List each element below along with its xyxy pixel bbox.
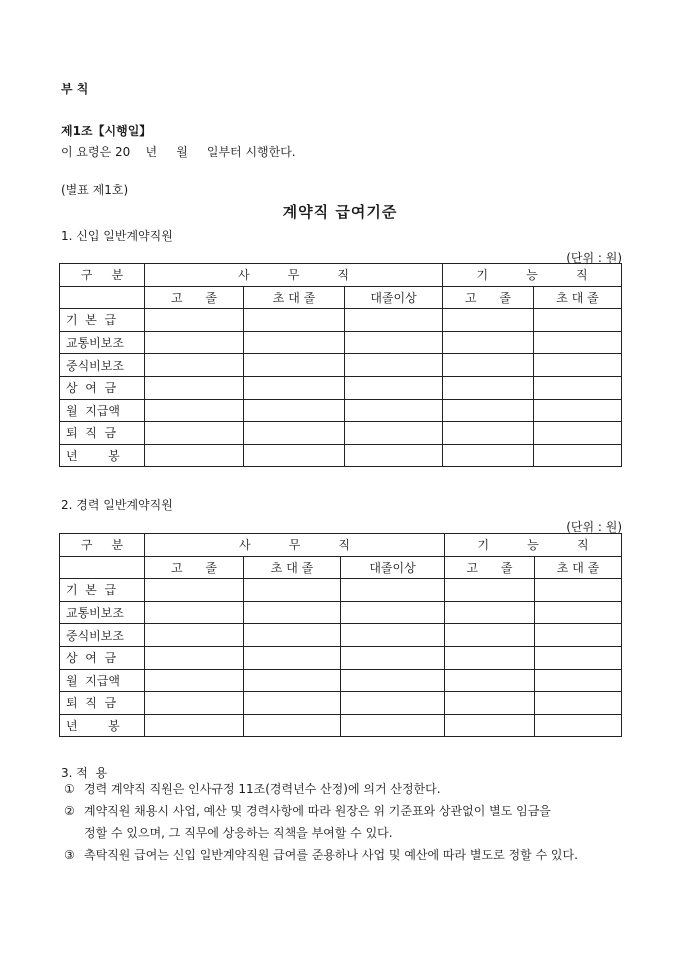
value-cell xyxy=(445,624,535,647)
value-cell xyxy=(534,444,622,467)
table-row xyxy=(60,376,622,399)
value-cell xyxy=(244,399,345,422)
row-label: 년 봉 xyxy=(60,444,145,467)
value-cell xyxy=(534,376,622,399)
row-label: 교통비보조 xyxy=(60,331,145,354)
note-text: 경력 계약직 직원은 인사규정 11조(경력년수 산정)에 의거 산정한다. xyxy=(84,782,441,796)
sub-tech-college: 초 대 졸 xyxy=(534,286,622,309)
value-cell xyxy=(341,692,445,715)
value-cell xyxy=(145,601,244,624)
row-label: 퇴 직 금 xyxy=(60,692,145,715)
value-cell xyxy=(443,354,534,377)
value-cell xyxy=(535,714,622,737)
value-cell xyxy=(443,399,534,422)
table-row xyxy=(60,422,622,445)
value-cell xyxy=(534,331,622,354)
value-cell xyxy=(445,601,535,624)
section2-table xyxy=(59,533,622,737)
value-cell xyxy=(244,601,341,624)
section2-unit: (단위 : 원) xyxy=(566,520,622,534)
value-cell xyxy=(145,354,244,377)
value-cell xyxy=(445,579,535,602)
value-cell xyxy=(345,399,443,422)
attachment-label: (별표 제1호) xyxy=(61,183,129,197)
value-cell xyxy=(244,444,345,467)
note-text-continued: 정할 수 있으며, 그 직무에 상응하는 직책을 부여할 수 있다. xyxy=(84,826,393,840)
row-label: 월 지급액 xyxy=(60,669,145,692)
value-cell xyxy=(535,579,622,602)
sub-office-highschool: 고 졸 xyxy=(145,556,244,579)
value-cell xyxy=(535,601,622,624)
value-cell xyxy=(341,669,445,692)
value-cell xyxy=(443,331,534,354)
value-cell xyxy=(145,309,244,332)
table-row xyxy=(60,669,622,692)
row-label: 월 지급액 xyxy=(60,399,145,422)
value-cell xyxy=(443,376,534,399)
value-cell xyxy=(145,399,244,422)
sub-office-university: 대졸이상 xyxy=(341,556,445,579)
sub-office-college: 초 대 졸 xyxy=(244,286,345,309)
table-row xyxy=(60,444,622,467)
value-cell xyxy=(244,309,345,332)
value-cell xyxy=(145,444,244,467)
value-cell xyxy=(244,624,341,647)
value-cell xyxy=(341,579,445,602)
value-cell xyxy=(145,692,244,715)
value-cell xyxy=(244,692,341,715)
header-technical: 기 능 직 xyxy=(445,534,622,557)
value-cell xyxy=(345,309,443,332)
value-cell xyxy=(345,354,443,377)
supplement-heading: 부 칙 xyxy=(61,82,89,96)
row-label: 상 여 금 xyxy=(60,376,145,399)
note-number: ③ xyxy=(64,848,75,862)
note-2 xyxy=(64,800,630,844)
header-office: 사 무 직 xyxy=(145,264,443,287)
row-label: 기 본 급 xyxy=(60,309,145,332)
value-cell xyxy=(244,646,341,669)
value-cell xyxy=(341,624,445,647)
note-1 xyxy=(64,778,630,800)
value-cell xyxy=(145,646,244,669)
value-cell xyxy=(535,624,622,647)
table-row xyxy=(60,331,622,354)
table-row xyxy=(60,354,622,377)
value-cell xyxy=(535,669,622,692)
value-cell xyxy=(244,669,341,692)
value-cell xyxy=(443,309,534,332)
note-3 xyxy=(64,844,630,866)
section1-unit: (단위 : 원) xyxy=(566,251,622,265)
value-cell xyxy=(443,422,534,445)
value-cell xyxy=(345,422,443,445)
row-label: 퇴 직 금 xyxy=(60,422,145,445)
value-cell xyxy=(445,692,535,715)
value-cell xyxy=(244,714,341,737)
section1-table xyxy=(59,263,622,467)
table-header-row xyxy=(60,534,622,557)
value-cell xyxy=(534,354,622,377)
row-label: 중식비보조 xyxy=(60,624,145,647)
row-label: 상 여 금 xyxy=(60,646,145,669)
value-cell xyxy=(345,376,443,399)
header-technical: 기 능 직 xyxy=(443,264,622,287)
table-header-row xyxy=(60,264,622,287)
article-text: 이 요령은 20 년 월 일부터 시행한다. xyxy=(61,145,296,159)
row-label: 년 봉 xyxy=(60,714,145,737)
row-label: 교통비보조 xyxy=(60,601,145,624)
value-cell xyxy=(341,646,445,669)
table-row xyxy=(60,309,622,332)
value-cell xyxy=(534,422,622,445)
value-cell xyxy=(244,422,345,445)
sub-office-university: 대졸이상 xyxy=(345,286,443,309)
value-cell xyxy=(244,331,345,354)
value-cell xyxy=(145,714,244,737)
sub-tech-highschool: 고 졸 xyxy=(443,286,534,309)
table-row xyxy=(60,399,622,422)
table-row xyxy=(60,624,622,647)
header-office: 사 무 직 xyxy=(145,534,445,557)
note-number: ① xyxy=(64,782,75,796)
sub-tech-college: 초 대 졸 xyxy=(535,556,622,579)
value-cell xyxy=(244,579,341,602)
value-cell xyxy=(145,376,244,399)
value-cell xyxy=(341,714,445,737)
value-cell xyxy=(345,331,443,354)
value-cell xyxy=(445,714,535,737)
note-number: ② xyxy=(64,804,75,818)
value-cell xyxy=(443,444,534,467)
header-blank xyxy=(60,286,145,309)
sub-office-highschool: 고 졸 xyxy=(145,286,244,309)
value-cell xyxy=(534,309,622,332)
header-category: 구 분 xyxy=(60,264,145,287)
header-blank xyxy=(60,556,145,579)
value-cell xyxy=(145,331,244,354)
table-subheader-row xyxy=(60,286,622,309)
section3-title: 3. 적 용 xyxy=(61,766,108,780)
table-row xyxy=(60,692,622,715)
table-row xyxy=(60,714,622,737)
row-label: 중식비보조 xyxy=(60,354,145,377)
value-cell xyxy=(145,422,244,445)
article-title: 제1조【시행일】 xyxy=(61,124,152,138)
value-cell xyxy=(535,692,622,715)
header-category: 구 분 xyxy=(60,534,145,557)
table-row xyxy=(60,579,622,602)
table-row xyxy=(60,646,622,669)
value-cell xyxy=(145,579,244,602)
table-row xyxy=(60,601,622,624)
document-title: 계약직 급여기준 xyxy=(282,203,398,221)
row-label: 기 본 급 xyxy=(60,579,145,602)
sub-office-college: 초 대 졸 xyxy=(244,556,341,579)
value-cell xyxy=(145,669,244,692)
value-cell xyxy=(244,376,345,399)
value-cell xyxy=(445,646,535,669)
value-cell xyxy=(341,601,445,624)
section2-title: 2. 경력 일반계약직원 xyxy=(61,498,173,512)
value-cell xyxy=(145,624,244,647)
value-cell xyxy=(535,646,622,669)
table-subheader-row xyxy=(60,556,622,579)
section1-title: 1. 신입 일반계약직원 xyxy=(61,229,173,243)
value-cell xyxy=(345,444,443,467)
value-cell xyxy=(244,354,345,377)
note-text: 계약직원 채용시 사업, 예산 및 경력사항에 따라 원장은 위 기준표와 상관없이 별도 임금을 xyxy=(84,804,551,818)
value-cell xyxy=(445,669,535,692)
note-text: 촉탁직원 급여는 신입 일반계약직원 급여를 준용하나 사업 및 예산에 따라 별도로 정할 수 있다. xyxy=(84,848,578,862)
sub-tech-highschool: 고 졸 xyxy=(445,556,535,579)
value-cell xyxy=(534,399,622,422)
